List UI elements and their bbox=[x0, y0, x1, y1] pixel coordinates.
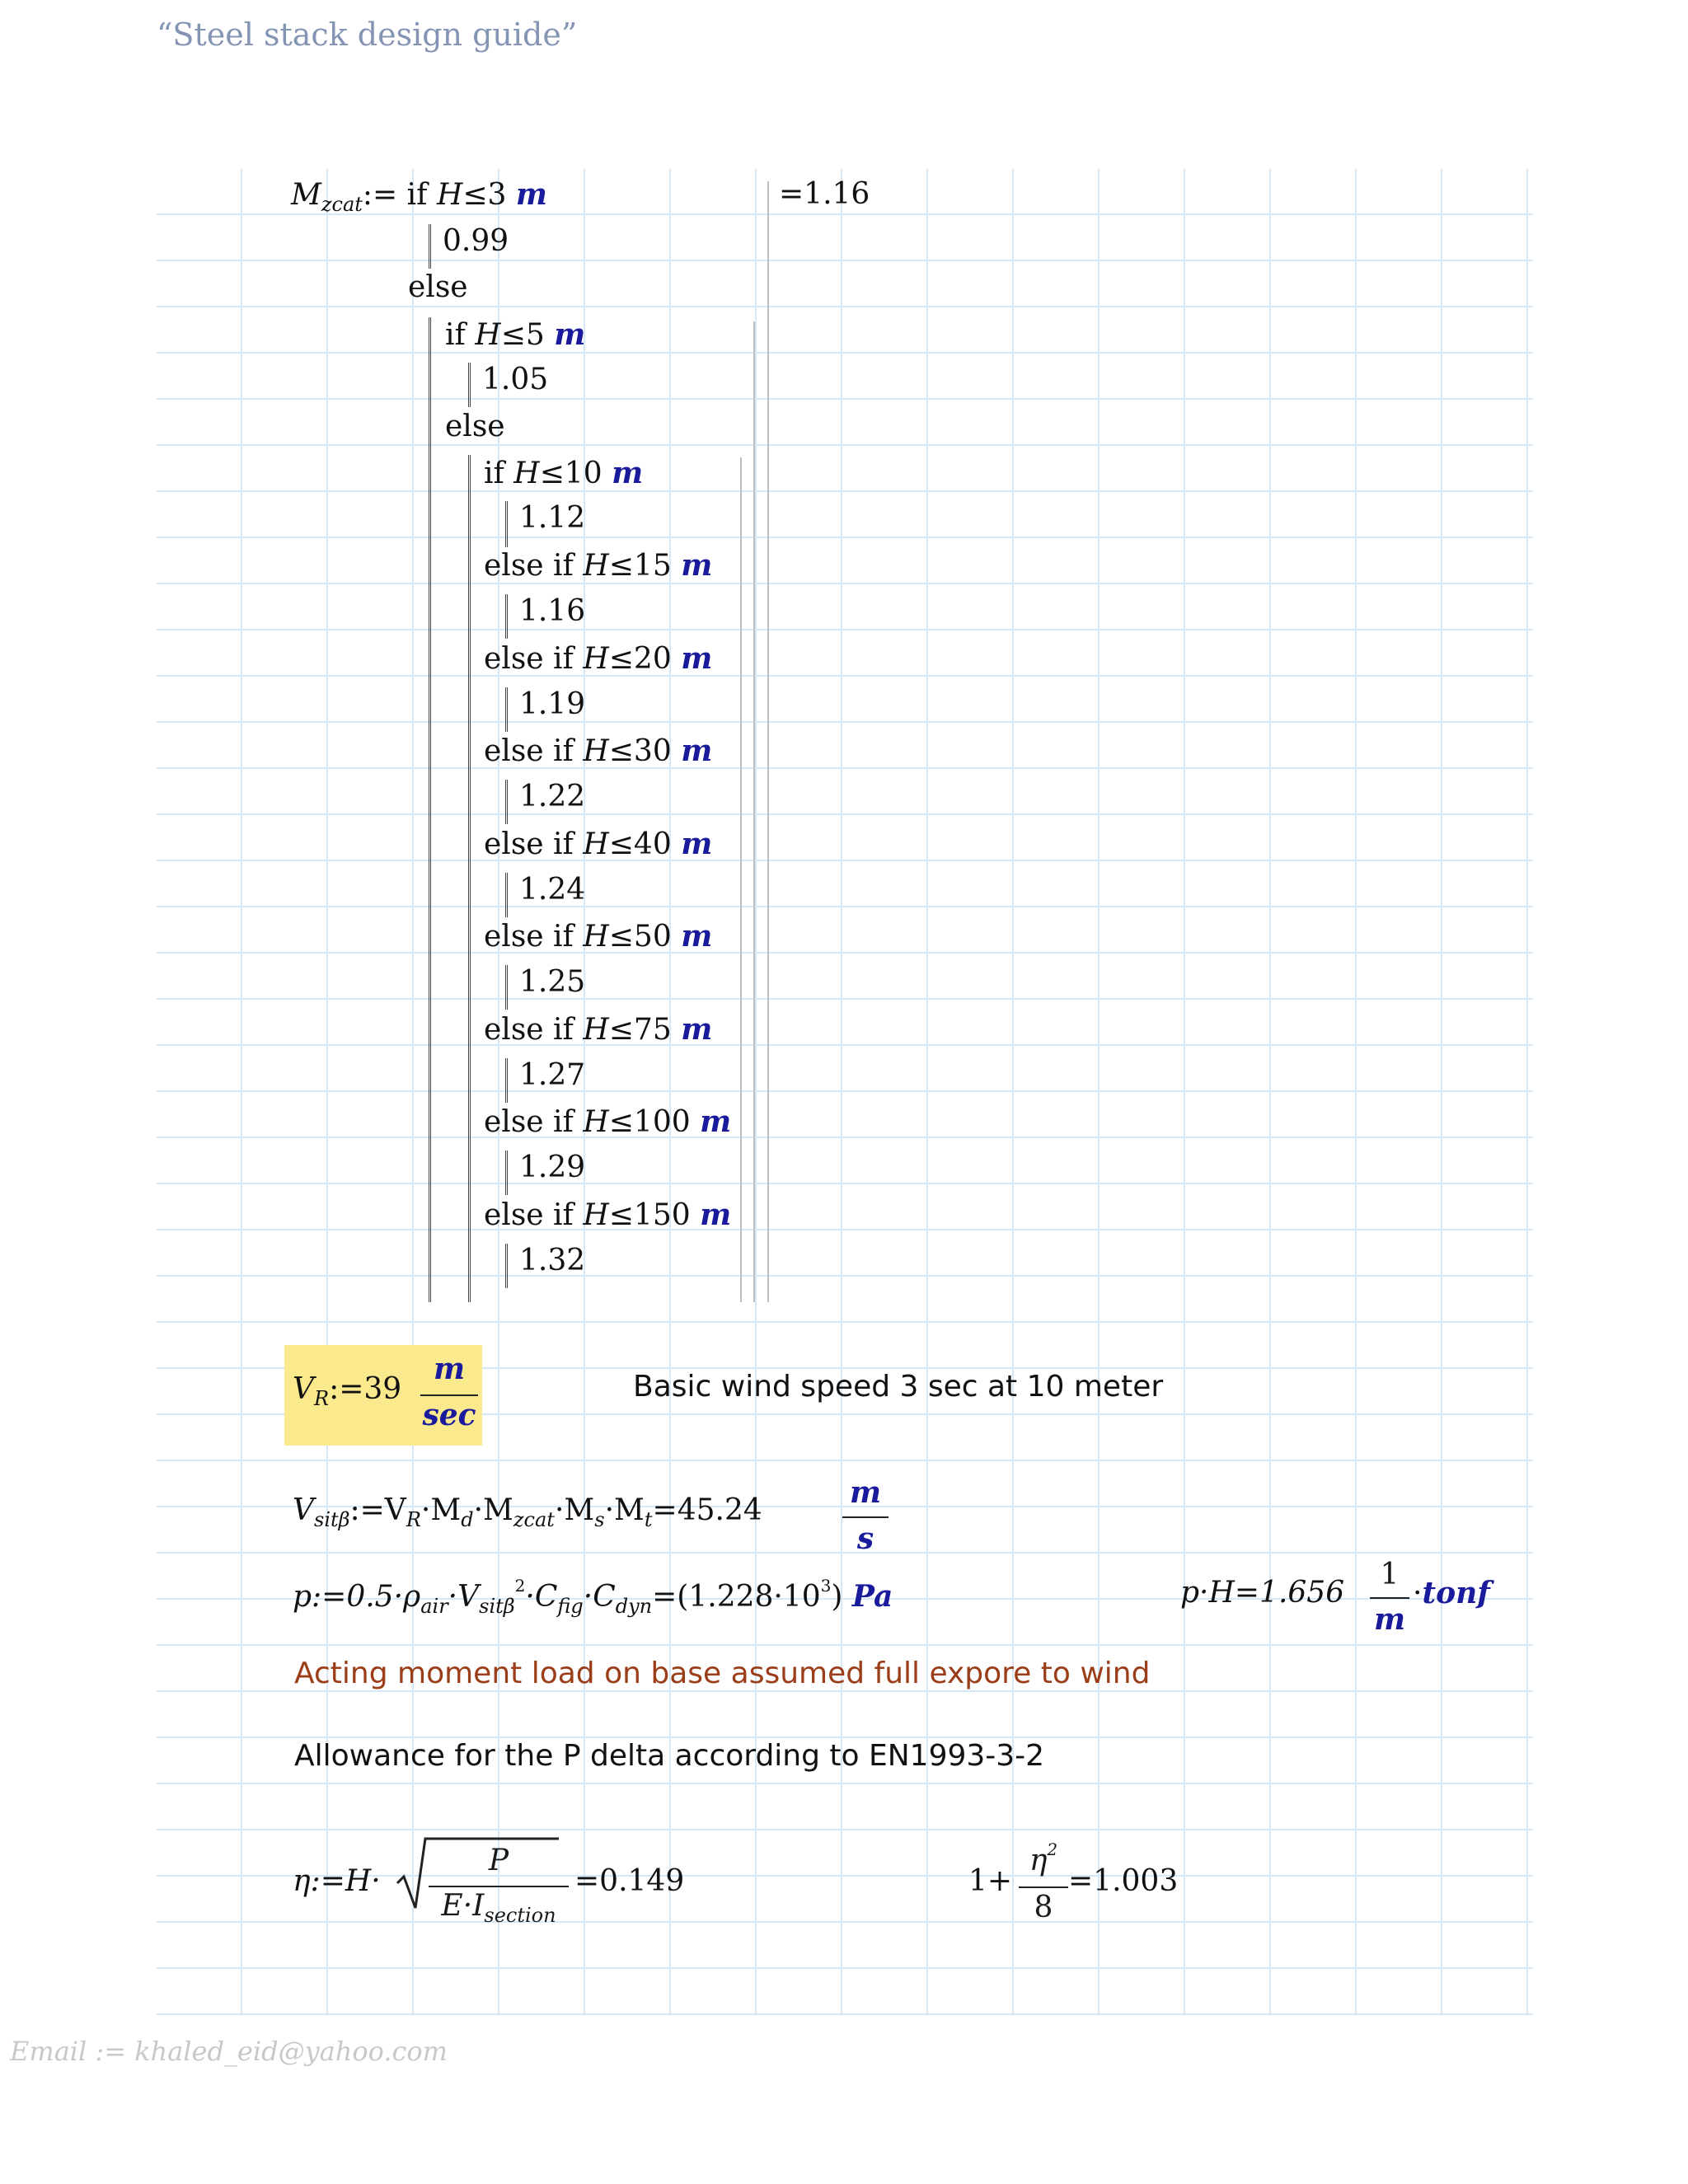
else-if-condition bbox=[484, 1104, 731, 1139]
unit-denominator: sec bbox=[422, 1398, 476, 1432]
h-var: H bbox=[583, 1105, 609, 1139]
v-var: V bbox=[293, 1372, 314, 1406]
fraction-line bbox=[1370, 1597, 1409, 1599]
eta-result: =0.149 bbox=[574, 1864, 685, 1898]
h-var: H bbox=[583, 1012, 609, 1047]
else-if-condition bbox=[484, 733, 712, 768]
document-title: “Steel stack design guide” bbox=[157, 16, 578, 53]
mzcat-value: 1.25 bbox=[519, 965, 586, 999]
else-if-condition bbox=[484, 919, 712, 954]
unit-m: m bbox=[681, 919, 713, 954]
eta-numerator: P bbox=[488, 1844, 509, 1877]
else-if-condition bbox=[484, 548, 712, 583]
amplification-denominator: 8 bbox=[1034, 1891, 1053, 1924]
if-keyword: if bbox=[445, 318, 466, 352]
fraction-line bbox=[429, 1886, 569, 1887]
section-sub: section bbox=[484, 1904, 556, 1927]
h-var: H bbox=[436, 178, 463, 212]
mzcat-sub: zcat bbox=[513, 1508, 555, 1531]
vsit-sub: sitβ bbox=[314, 1508, 350, 1531]
assign-operator: := bbox=[362, 178, 398, 212]
ph-result: p·H=1.656 bbox=[1180, 1576, 1345, 1610]
condition: ≤75 bbox=[608, 1012, 672, 1047]
eta-lhs: η:=H· bbox=[293, 1864, 381, 1898]
amplification-prefix: 1+ bbox=[968, 1864, 1013, 1898]
ms-factor: ·M bbox=[554, 1493, 595, 1527]
h-var: H bbox=[583, 734, 609, 768]
unit-m: m bbox=[681, 1011, 713, 1047]
program-bar bbox=[468, 363, 471, 407]
amplification-result: =1.003 bbox=[1068, 1864, 1179, 1898]
program-bar bbox=[505, 780, 508, 824]
cfig-sub: fig bbox=[557, 1595, 584, 1618]
if-h10-condition bbox=[484, 456, 643, 490]
vr-sub: R bbox=[314, 1387, 330, 1410]
cdyn-factor: ·C bbox=[583, 1580, 616, 1614]
else-keyword: else bbox=[408, 270, 468, 304]
mzcat-var: M bbox=[291, 178, 321, 212]
condition: ≤5 bbox=[500, 318, 545, 352]
unit-numerator: m bbox=[433, 1352, 466, 1386]
unit-m: m bbox=[515, 177, 547, 212]
author-email: Email := khaled_eid@yahoo.com bbox=[10, 2036, 448, 2067]
inner-divider bbox=[740, 457, 742, 1302]
ph-numerator: 1 bbox=[1380, 1558, 1400, 1591]
mt-sub: t bbox=[644, 1508, 653, 1531]
vr-definition bbox=[293, 1372, 401, 1410]
else-if-keyword: else if bbox=[484, 1105, 574, 1139]
mzcat-value: 1.24 bbox=[519, 872, 586, 907]
condition: ≤30 bbox=[608, 734, 672, 768]
result-divider bbox=[767, 181, 769, 1302]
program-bar bbox=[505, 1244, 508, 1288]
square-exponent: 2 bbox=[514, 1576, 526, 1596]
h-var: H bbox=[583, 920, 609, 954]
cfig-factor: ·C bbox=[525, 1580, 558, 1614]
h-var: H bbox=[583, 641, 609, 676]
else-if-condition bbox=[484, 827, 712, 861]
amplification-numerator bbox=[1019, 1840, 1068, 1877]
ms-sub: s bbox=[594, 1508, 605, 1531]
condition: ≤40 bbox=[608, 827, 672, 861]
h-var: H bbox=[513, 457, 540, 490]
vsit-definition bbox=[293, 1493, 762, 1531]
unit-pa: Pa bbox=[851, 1579, 893, 1614]
mt-factor: ·M bbox=[604, 1493, 645, 1527]
p-delta-note: Allowance for the P delta according to EN1993-3-2 bbox=[294, 1739, 1045, 1773]
condition: ≤15 bbox=[608, 549, 672, 583]
condition: ≤50 bbox=[608, 920, 672, 954]
eta-symbol: η bbox=[1029, 1844, 1048, 1877]
mzcat-value: 1.32 bbox=[519, 1243, 586, 1277]
cdyn-sub: dyn bbox=[615, 1595, 653, 1618]
condition: ≤3 bbox=[462, 178, 507, 212]
program-bar bbox=[468, 455, 471, 1302]
close-paren: ) bbox=[831, 1580, 843, 1614]
h-var: H bbox=[583, 827, 609, 861]
pressure-result: =(1.228·10 bbox=[652, 1580, 821, 1614]
unit-m: m bbox=[700, 1197, 732, 1232]
ph-denominator: m bbox=[1373, 1602, 1406, 1637]
mzcat-definition bbox=[291, 177, 547, 216]
vsit-rhs: :=V bbox=[349, 1493, 406, 1527]
condition: ≤150 bbox=[608, 1197, 691, 1232]
else-if-condition bbox=[484, 1012, 712, 1047]
times-operator: · bbox=[1413, 1577, 1423, 1610]
inner-divider bbox=[753, 321, 755, 1302]
fraction-line bbox=[1019, 1886, 1068, 1888]
mzcat-value: 1.29 bbox=[519, 1151, 586, 1184]
mzcat-value: 1.19 bbox=[519, 687, 586, 721]
program-bar bbox=[505, 687, 508, 732]
h-var: H bbox=[583, 549, 609, 583]
else-if-keyword: else if bbox=[484, 641, 574, 676]
else-if-keyword: else if bbox=[484, 549, 574, 583]
vsit-sub: sitβ bbox=[479, 1595, 515, 1618]
else-keyword: else bbox=[445, 410, 505, 443]
vsit-result: =45.24 bbox=[652, 1493, 762, 1527]
h-var: H bbox=[583, 1197, 609, 1232]
worksheet-grid bbox=[157, 169, 1533, 2015]
program-bar bbox=[429, 317, 431, 1302]
if-keyword: if bbox=[484, 457, 504, 490]
pressure-definition bbox=[293, 1576, 893, 1618]
ph-unit bbox=[1413, 1576, 1490, 1610]
mzcat-value: 1.27 bbox=[519, 1057, 586, 1092]
else-if-keyword: else if bbox=[484, 1197, 574, 1232]
condition: ≤10 bbox=[539, 457, 603, 490]
e-i: E·I bbox=[441, 1889, 485, 1923]
program-bar bbox=[505, 594, 508, 639]
unit-m: m bbox=[612, 456, 644, 490]
condition: ≤20 bbox=[608, 641, 672, 676]
unit-m: m bbox=[681, 548, 713, 583]
mzcat-value: 1.16 bbox=[519, 594, 586, 628]
mzcat-value: 1.05 bbox=[482, 363, 549, 396]
vr-value: :=39 bbox=[329, 1372, 402, 1406]
program-bar bbox=[429, 224, 431, 269]
else-if-condition bbox=[484, 641, 712, 676]
v-factor: ·V bbox=[448, 1580, 480, 1614]
vsit-var: V bbox=[293, 1493, 314, 1527]
else-if-condition bbox=[484, 1197, 731, 1232]
mzcat-sub: zcat bbox=[321, 193, 363, 216]
md-factor: ·M bbox=[420, 1493, 462, 1527]
if-h5-condition bbox=[445, 317, 585, 352]
acting-moment-note: Acting moment load on base assumed full expore to wind bbox=[294, 1657, 1151, 1690]
unit-m: m bbox=[681, 733, 713, 768]
unit-m: m bbox=[554, 317, 586, 352]
fraction-line bbox=[420, 1394, 478, 1396]
unit-m: m bbox=[681, 826, 713, 861]
else-if-keyword: else if bbox=[484, 827, 574, 861]
unit-m: m bbox=[700, 1104, 732, 1139]
mzcat-value: 1.12 bbox=[519, 501, 586, 535]
unit-tonf: tonf bbox=[1422, 1576, 1490, 1610]
program-bar bbox=[505, 1058, 508, 1103]
rho-sub: air bbox=[420, 1595, 448, 1618]
h-var: H bbox=[475, 318, 501, 352]
mzcat-result: =1.16 bbox=[779, 177, 870, 211]
else-if-keyword: else if bbox=[484, 920, 574, 954]
else-if-keyword: else if bbox=[484, 734, 574, 768]
mzcat-factor: ·M bbox=[473, 1493, 513, 1527]
eta-denominator bbox=[429, 1889, 569, 1927]
program-bar bbox=[505, 873, 508, 917]
mzcat-value: 1.22 bbox=[519, 780, 586, 813]
vr-comment: Basic wind speed 3 sec at 10 meter bbox=[633, 1370, 1164, 1404]
md-sub: d bbox=[461, 1508, 474, 1531]
else-if-keyword: else if bbox=[484, 1012, 574, 1047]
vr-sub: R bbox=[406, 1508, 421, 1531]
fraction-line bbox=[842, 1516, 889, 1518]
program-bar bbox=[505, 1151, 508, 1195]
square-exponent: 2 bbox=[1047, 1840, 1058, 1859]
program-bar bbox=[505, 501, 508, 547]
power-exponent: 3 bbox=[820, 1576, 832, 1596]
if-keyword: if bbox=[406, 178, 428, 212]
mzcat-value: 0.99 bbox=[443, 224, 509, 258]
program-bar bbox=[505, 965, 508, 1010]
unit-numerator: m bbox=[849, 1475, 882, 1510]
condition: ≤100 bbox=[608, 1105, 691, 1139]
unit-denominator: s bbox=[856, 1521, 874, 1556]
pressure-lhs: p:=0.5·ρ bbox=[293, 1580, 421, 1614]
unit-m: m bbox=[681, 640, 713, 676]
